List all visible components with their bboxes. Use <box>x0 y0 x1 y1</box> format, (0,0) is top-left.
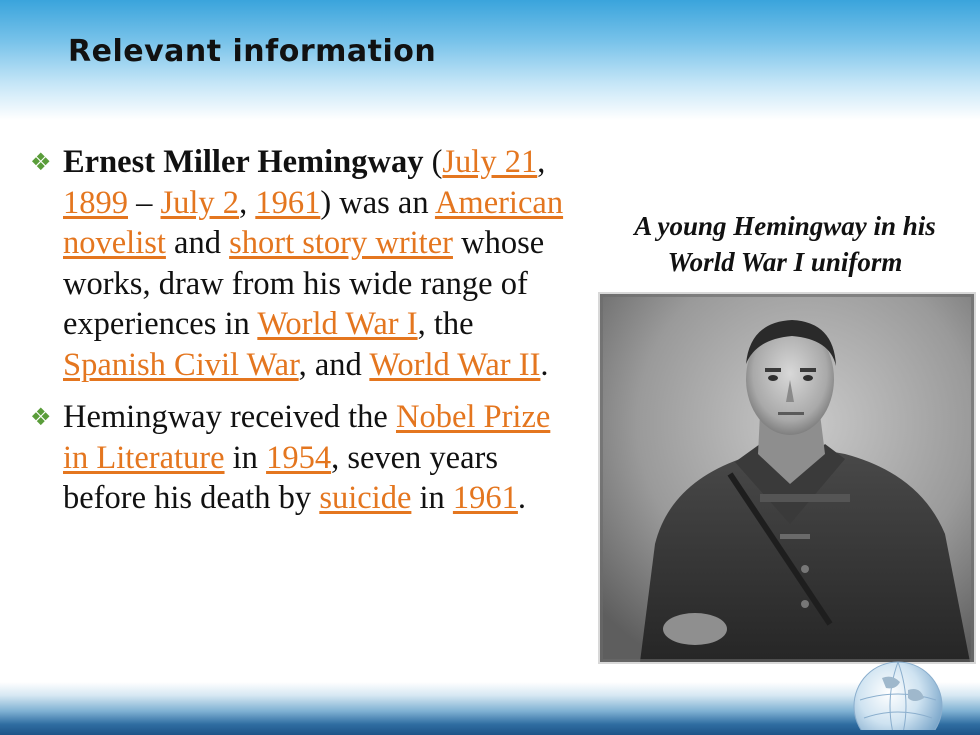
four-diamond-bullet-icon: ❖ <box>30 148 52 176</box>
link-american[interactable]: American <box>434 184 564 221</box>
subject-name: Ernest Miller Hemingway <box>63 144 424 180</box>
link-novelist[interactable]: novelist <box>63 225 166 261</box>
text-segment: ) was an <box>320 184 435 221</box>
text-segment: , <box>239 184 256 221</box>
text-segment: Hemingway received the <box>63 399 396 435</box>
link-world-war-i[interactable]: World War I <box>257 306 418 342</box>
text-segment: , the <box>417 306 474 342</box>
slide-body <box>30 142 582 531</box>
text-segment: , and <box>298 346 370 383</box>
text-segment: . <box>517 480 527 516</box>
link-death-year[interactable]: 1961 <box>255 184 321 221</box>
four-diamond-bullet-icon: ❖ <box>30 403 52 431</box>
text-segment: in <box>411 480 453 516</box>
link-world-war-ii[interactable]: World War II <box>369 346 541 383</box>
text-segment: whose works, draw from his wide range of experiences in <box>63 225 545 342</box>
text-segment: . <box>540 346 549 383</box>
text-segment: , seven years before his death by <box>63 439 499 516</box>
link-suicide[interactable]: suicide <box>319 480 412 516</box>
text-segment: – <box>128 184 161 221</box>
slide-title: Relevant information <box>68 34 437 69</box>
portrait-illustration <box>600 294 974 662</box>
globe-logo <box>852 660 944 730</box>
text-segment: ( <box>423 144 443 180</box>
link-1961[interactable]: 1961 <box>452 480 518 516</box>
link-spanish-civil-war[interactable]: Spanish Civil War <box>63 346 299 383</box>
link-death-day[interactable]: July 2 <box>160 184 240 221</box>
link-birth-year[interactable]: 1899 <box>63 184 128 221</box>
text-segment: in <box>224 439 267 476</box>
link-1954[interactable]: 1954 <box>266 439 332 476</box>
link-birth-day[interactable]: July 21 <box>442 144 538 180</box>
bullet-item-nobel <box>30 397 582 519</box>
link-nobel-prize[interactable]: Nobel Prize in Literature <box>63 399 551 476</box>
text-segment: and <box>165 225 230 261</box>
photo-caption: A young Hemingway in his World War I uniform <box>634 211 936 277</box>
bullet-item-biography <box>30 142 582 385</box>
portrait-photo <box>598 292 976 664</box>
link-short-story-writer[interactable]: short story writer <box>229 225 453 261</box>
text-segment: , <box>537 144 546 180</box>
footer-gradient-band <box>0 682 980 735</box>
